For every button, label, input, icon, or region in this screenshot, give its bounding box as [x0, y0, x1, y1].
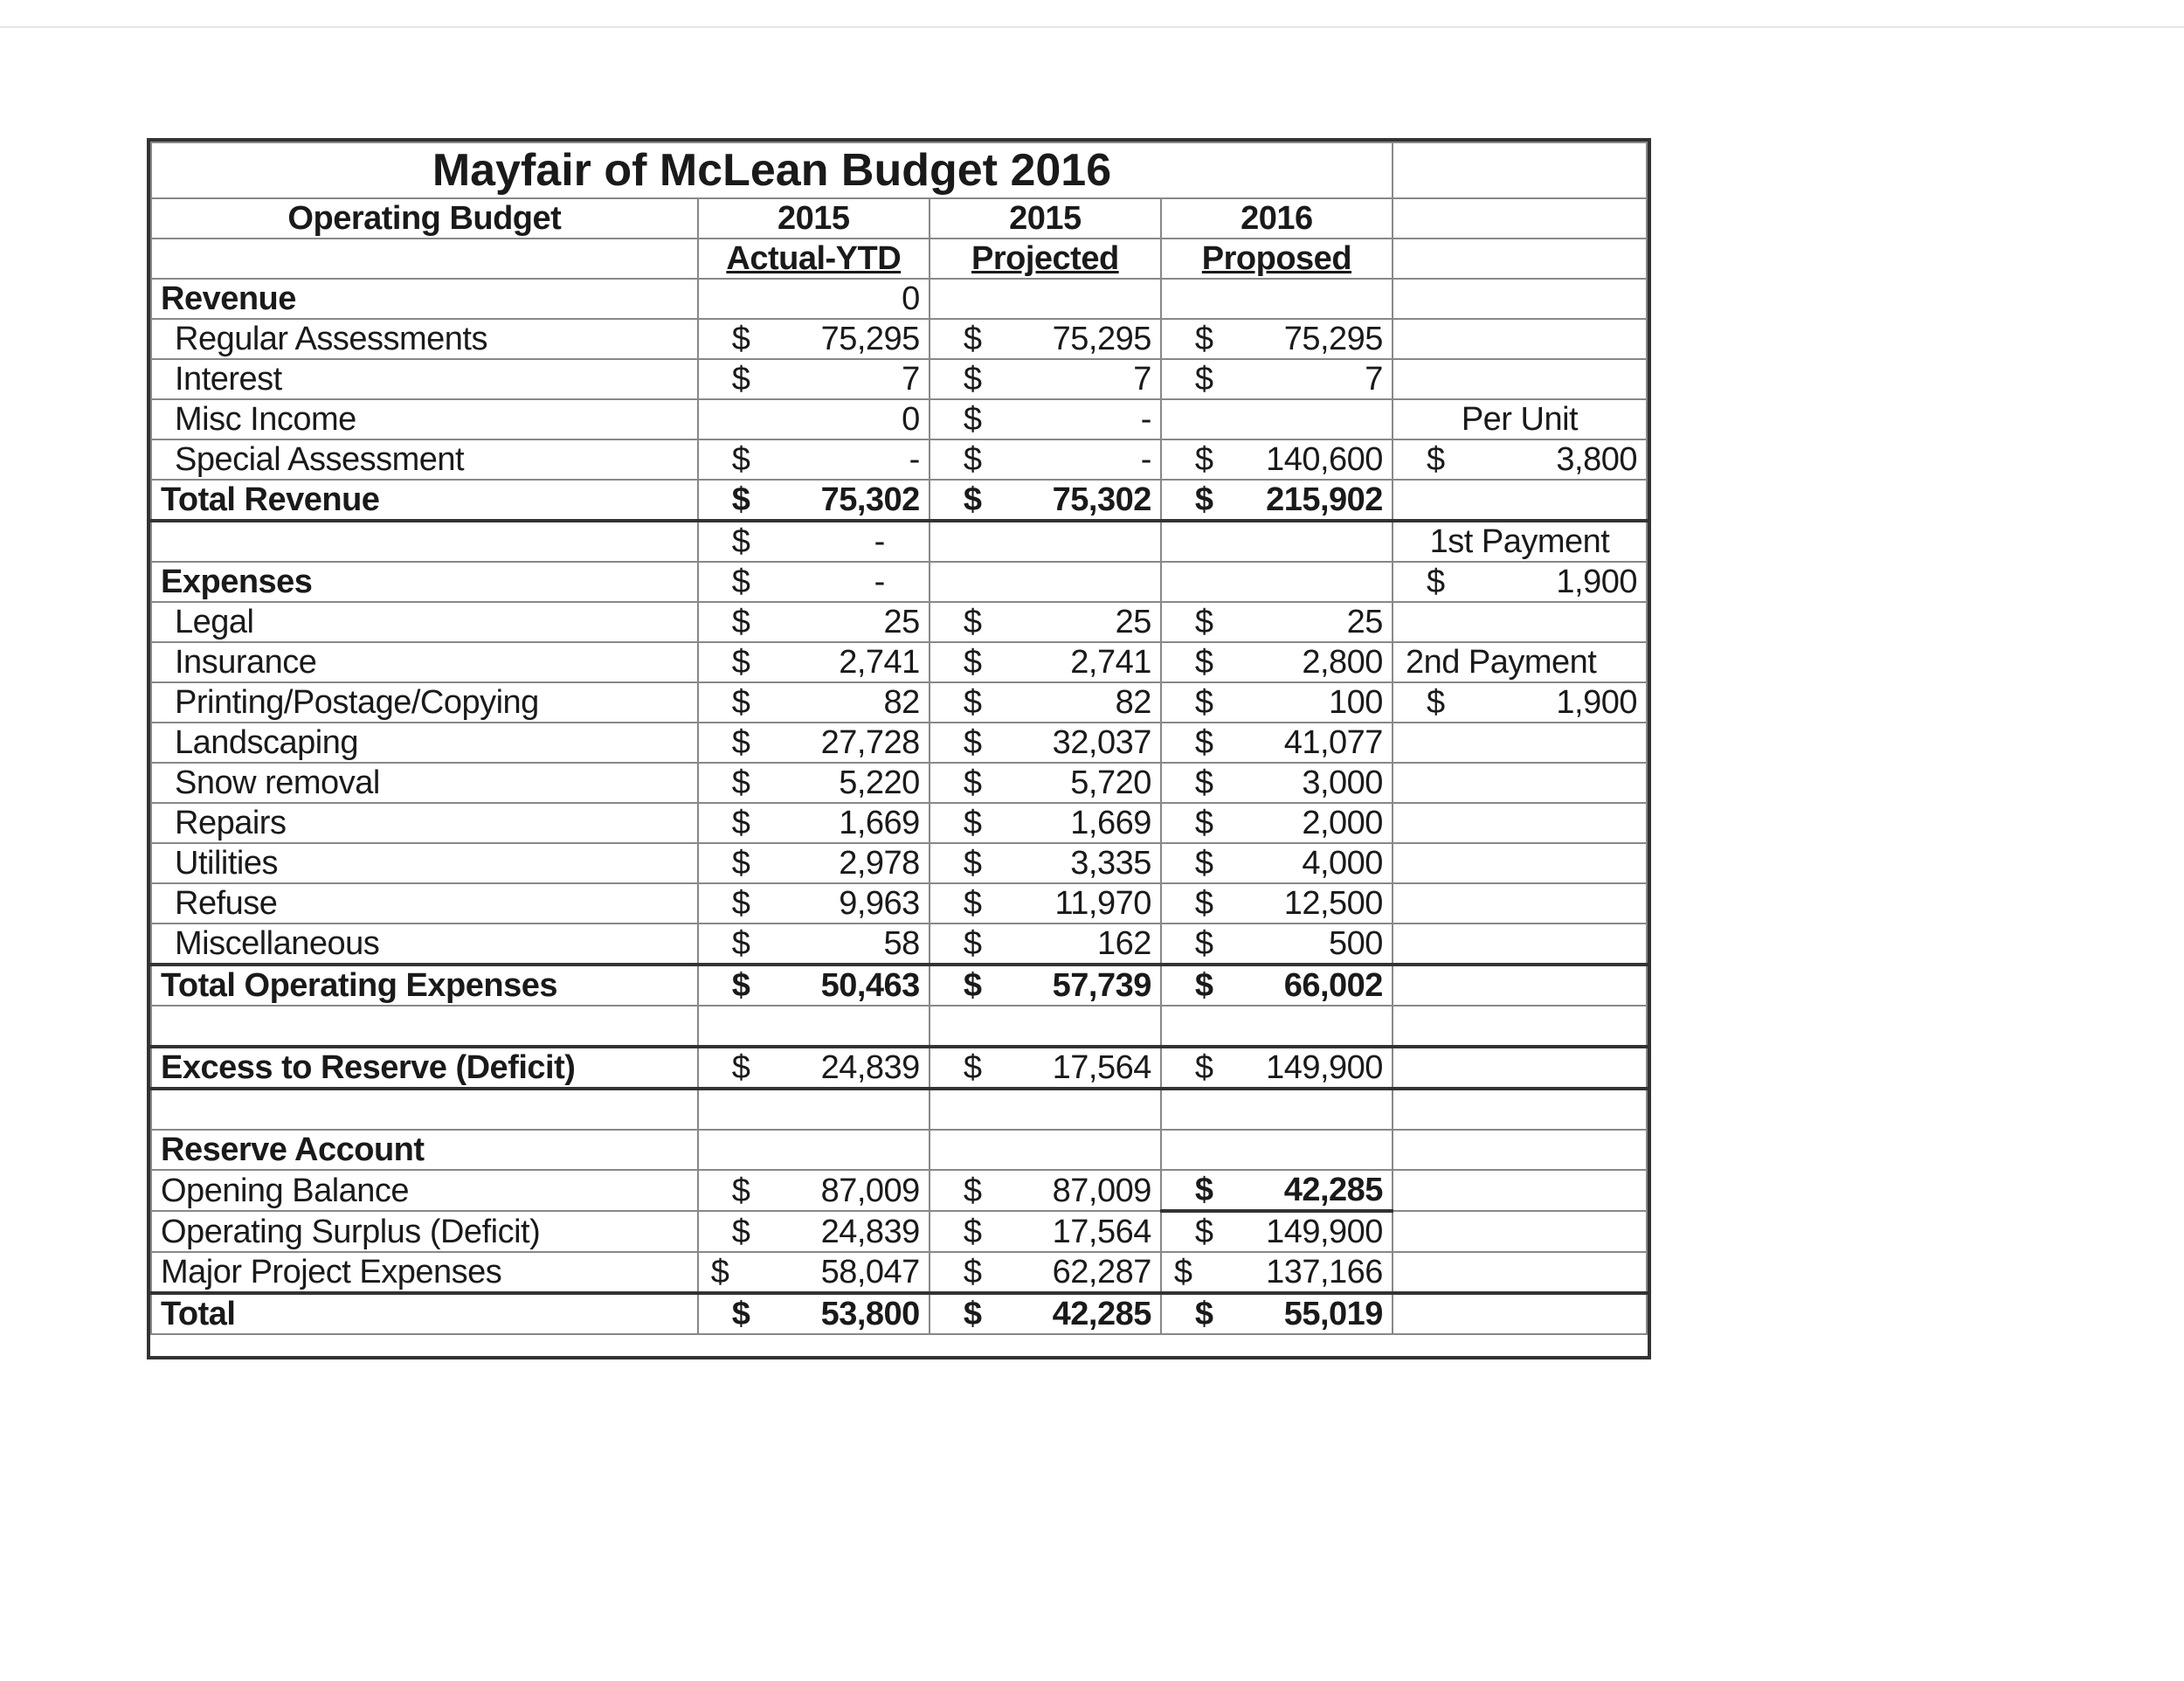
cell-value: 2,978 [839, 845, 920, 882]
col1-sub: Actual-YTD [698, 239, 930, 279]
row-label: Repairs [151, 803, 698, 843]
table-row [151, 439, 1647, 480]
currency-symbol: $ [731, 1049, 750, 1086]
currency-symbol: $ [963, 1254, 982, 1290]
currency-symbol: $ [1194, 967, 1213, 1004]
row-label: Total [151, 1293, 698, 1334]
cell-value: 87,009 [1052, 1172, 1151, 1209]
row-label: Printing/Postage/Copying [151, 682, 698, 723]
budget-table [150, 142, 1648, 1335]
currency-symbol: $ [1194, 1296, 1213, 1332]
currency-symbol: $ [963, 361, 982, 398]
row-label: Total Revenue [151, 480, 698, 521]
table-row [151, 642, 1647, 682]
cell-value: 42,285 [1283, 1172, 1383, 1208]
currency-symbol: $ [731, 644, 750, 681]
cell-value: 137,166 [1266, 1254, 1383, 1290]
currency-symbol: $ [963, 1049, 982, 1086]
currency-symbol: $ [1194, 1049, 1213, 1086]
cell-value: 11,970 [1054, 885, 1151, 922]
currency-symbol: $ [1194, 441, 1213, 478]
per-unit-value: 3,800 [1556, 441, 1637, 478]
currency-symbol: $ [1194, 684, 1213, 721]
budget-sheet [147, 138, 1651, 1359]
row-label: Operating Surplus (Deficit) [151, 1211, 698, 1252]
cell-value: 100 [1329, 684, 1383, 721]
currency-symbol: $ [731, 967, 750, 1004]
cell-value: 53,800 [820, 1296, 920, 1332]
cell-value: 1,669 [839, 805, 920, 841]
table-row [151, 924, 1647, 965]
cell-value: 7 [1133, 361, 1151, 398]
currency-symbol: $ [963, 1172, 982, 1209]
excess-row [151, 1047, 1647, 1089]
cell-value: 140,600 [1266, 441, 1383, 478]
currency-symbol: $ [1426, 684, 1445, 721]
currency-symbol: $ [963, 805, 982, 841]
currency-symbol: $ [963, 441, 982, 478]
cell-value: 50,463 [820, 967, 920, 1004]
currency-symbol: $ [731, 925, 750, 962]
row-label: Excess to Reserve (Deficit) [151, 1047, 698, 1089]
row-label: Misc Income [151, 399, 698, 439]
cell-value: 149,900 [1266, 1049, 1383, 1086]
page-edge [0, 0, 2184, 28]
revenue-heading-value: 0 [698, 279, 930, 319]
currency-symbol: $ [731, 604, 750, 640]
currency-symbol: $ [963, 1213, 982, 1250]
cell-value: 4,000 [1302, 845, 1383, 882]
currency-symbol: $ [963, 321, 982, 357]
second-payment-value: 1,900 [1556, 684, 1637, 721]
table-row [151, 682, 1647, 723]
table-row [151, 843, 1647, 883]
currency-symbol: $ [1426, 564, 1445, 600]
cell-value: 12,500 [1283, 885, 1383, 922]
currency-symbol: $ [1194, 644, 1213, 681]
row-label: Special Assessment [151, 439, 698, 480]
cell-value: 42,285 [1052, 1296, 1151, 1332]
cell-value: 58,047 [820, 1254, 920, 1290]
cell-value: 82 [883, 684, 920, 721]
row-label: Snow removal [151, 763, 698, 803]
currency-symbol: $ [1194, 845, 1213, 882]
cell-value: 17,564 [1052, 1049, 1151, 1086]
table-row [151, 399, 1647, 439]
currency-symbol: $ [1194, 764, 1213, 801]
currency-symbol: $ [1194, 481, 1213, 518]
currency-symbol: $ [963, 845, 982, 882]
row-label: Regular Assessments [151, 319, 698, 359]
page-title: Mayfair of McLean Budget 2016 [151, 142, 1393, 198]
currency-symbol: $ [731, 564, 750, 600]
col2-year: 2015 [930, 198, 1161, 239]
currency-symbol: $ [1426, 441, 1445, 478]
cell-value: 24,839 [820, 1213, 920, 1250]
cell-value: 2,741 [839, 644, 920, 681]
cell-value: - [1140, 401, 1151, 438]
table-row [151, 723, 1647, 763]
cell-value: 149,900 [1266, 1214, 1383, 1250]
currency-symbol: $ [731, 1213, 750, 1250]
per-unit-label: Per Unit [1393, 399, 1647, 439]
row-label: Interest [151, 359, 698, 399]
cell-value: 0 [698, 399, 930, 439]
currency-symbol: $ [963, 724, 982, 761]
currency-symbol: $ [1194, 885, 1213, 922]
currency-symbol: $ [731, 361, 750, 398]
cell-value: 82 [1115, 684, 1151, 721]
cell-value: - [874, 564, 885, 600]
total-expenses-row [151, 965, 1647, 1006]
cell-value: 3,000 [1302, 764, 1383, 801]
cell-value: 17,564 [1052, 1213, 1151, 1250]
cell-value: 57,739 [1052, 967, 1151, 1004]
row-label: Insurance [151, 642, 698, 682]
currency-symbol: $ [1194, 724, 1213, 761]
row-label: Legal [151, 602, 698, 642]
currency-symbol: $ [1194, 361, 1213, 398]
row-label: Major Project Expenses [151, 1252, 698, 1293]
table-row [151, 359, 1647, 399]
table-row [151, 763, 1647, 803]
currency-symbol: $ [1173, 1254, 1192, 1290]
currency-symbol: $ [731, 885, 750, 922]
table-row [151, 803, 1647, 843]
currency-symbol: $ [963, 604, 982, 640]
currency-symbol: $ [731, 441, 750, 478]
currency-symbol: $ [963, 764, 982, 801]
col1-year: 2015 [698, 198, 930, 239]
second-payment-label: 2nd Payment [1393, 642, 1647, 682]
cell-value: 5,220 [839, 764, 920, 801]
table-row [151, 883, 1647, 924]
cell-value: 55,019 [1283, 1296, 1383, 1332]
cell-value: 58 [883, 925, 920, 962]
cell-value: - [909, 441, 920, 478]
cell-value: 66,002 [1283, 967, 1383, 1004]
revenue-heading: Revenue [151, 279, 698, 319]
currency-symbol: $ [731, 805, 750, 841]
cell-value: 75,302 [820, 481, 920, 518]
currency-symbol: $ [963, 644, 982, 681]
currency-symbol: $ [963, 1296, 982, 1332]
row-label: Total Operating Expenses [151, 965, 698, 1006]
cell-value: 24,839 [820, 1049, 920, 1086]
title-row [151, 142, 1647, 198]
row-label: Utilities [151, 843, 698, 883]
cell-value: 7 [1365, 361, 1383, 398]
cell-value: 25 [883, 604, 920, 640]
col3-sub: Proposed [1161, 239, 1393, 279]
row-label: Refuse [151, 883, 698, 924]
currency-symbol: $ [731, 845, 750, 882]
cell-value: 2,800 [1302, 644, 1383, 681]
reserve-heading-row [151, 1130, 1647, 1170]
cell-value: 3,335 [1070, 845, 1151, 882]
currency-symbol: $ [731, 523, 750, 560]
total-revenue-row [151, 480, 1647, 521]
reserve-heading: Reserve Account [151, 1130, 698, 1170]
currency-symbol: $ [963, 684, 982, 721]
cell-value: 75,295 [820, 321, 920, 357]
operating-budget-header: Operating Budget [151, 198, 698, 239]
header-sub-row [151, 239, 1647, 279]
spacer-row [151, 1089, 1647, 1130]
table-row [151, 319, 1647, 359]
currency-symbol: $ [963, 401, 982, 438]
expenses-heading-row [151, 562, 1647, 602]
table-row [151, 1211, 1647, 1252]
cell-value: 32,037 [1052, 724, 1151, 761]
cell-value: 2,741 [1070, 644, 1151, 681]
col3-year: 2016 [1161, 198, 1393, 239]
cell-value: 87,009 [820, 1172, 920, 1209]
currency-symbol: $ [1194, 805, 1213, 841]
cell-value: 62,287 [1052, 1254, 1151, 1290]
currency-symbol: $ [731, 764, 750, 801]
currency-symbol: $ [1194, 321, 1213, 357]
currency-symbol: $ [710, 1254, 729, 1290]
currency-symbol: $ [963, 967, 982, 1004]
row-label: Opening Balance [151, 1170, 698, 1211]
cell-value: 162 [1096, 925, 1151, 962]
currency-symbol: $ [1194, 604, 1213, 640]
currency-symbol: $ [1194, 1172, 1213, 1208]
currency-symbol: $ [963, 885, 982, 922]
row-label: Miscellaneous [151, 924, 698, 965]
revenue-heading-row [151, 279, 1647, 319]
currency-symbol: $ [731, 481, 750, 518]
cell-value: 1,669 [1070, 805, 1151, 841]
row-label: Landscaping [151, 723, 698, 763]
cell-value: 75,295 [1052, 321, 1151, 357]
cell-value: 25 [1346, 604, 1383, 640]
cell-value: - [1140, 441, 1151, 478]
cell-value: 2,000 [1302, 805, 1383, 841]
first-payment-label: 1st Payment [1393, 521, 1647, 562]
table-row [151, 602, 1647, 642]
expenses-heading: Expenses [151, 562, 698, 602]
cell-value: 215,902 [1266, 481, 1383, 518]
cell-value: 27,728 [820, 724, 920, 761]
currency-symbol: $ [731, 1296, 750, 1332]
cell-value: 5,720 [1070, 764, 1151, 801]
currency-symbol: $ [731, 1172, 750, 1209]
col2-sub: Projected [930, 239, 1161, 279]
cell-value: 7 [902, 361, 920, 398]
table-row [151, 1252, 1647, 1293]
currency-symbol: $ [1194, 925, 1213, 962]
cell-value: 500 [1329, 925, 1383, 962]
currency-symbol: $ [731, 321, 750, 357]
currency-symbol: $ [963, 925, 982, 962]
reserve-total-row [151, 1293, 1647, 1334]
currency-symbol: $ [731, 684, 750, 721]
first-payment-value: 1,900 [1556, 564, 1637, 600]
cell-value: 75,302 [1052, 481, 1151, 518]
cell-value: 41,077 [1283, 724, 1383, 761]
currency-symbol: $ [963, 481, 982, 518]
cell-value: 25 [1115, 604, 1151, 640]
currency-symbol: $ [1194, 1214, 1213, 1250]
header-year-row [151, 198, 1647, 239]
spacer-row [151, 1006, 1647, 1047]
table-row [151, 1170, 1647, 1211]
cell-value: 9,963 [839, 885, 920, 922]
table-row [151, 521, 1647, 562]
cell-value: 75,295 [1283, 321, 1383, 357]
cell-value: - [874, 523, 885, 560]
currency-symbol: $ [731, 724, 750, 761]
